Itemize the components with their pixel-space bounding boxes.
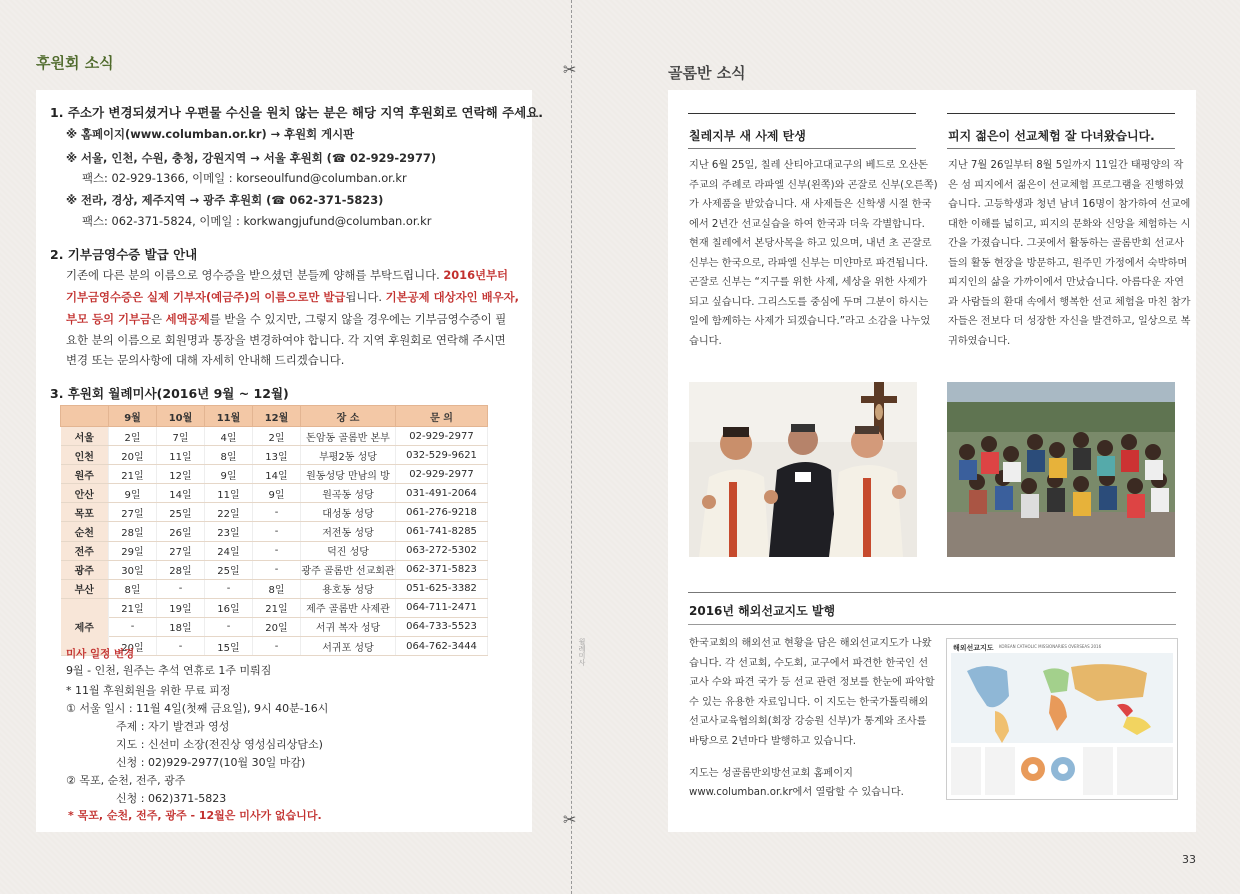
item2-title: 2. 기부금영수증 발급 안내: [50, 247, 198, 262]
table-cell: 21일: [109, 465, 157, 484]
table-cell: 30일: [109, 560, 157, 579]
table-row: [61, 598, 488, 617]
article3-title: 2016년 해외선교지도 발행: [689, 604, 836, 618]
table-cell: 063-272-5302: [396, 541, 488, 560]
item2-line2: 기부금영수증은 실제 기부자(예금주)의 이름으로만 발급됩니다. 기본공제 대상자인 배우자,: [66, 290, 519, 304]
table-cell: 28일: [109, 522, 157, 541]
table-cell: -: [253, 522, 301, 541]
table-region-cell: 순천: [61, 522, 109, 541]
note-line-1: 9월 - 인천, 원주는 추석 연휴로 1주 미뤄짐: [66, 664, 272, 677]
table-cell: 부평2동 성당: [301, 446, 396, 465]
table-cell: 27일: [157, 541, 205, 560]
table-cell: 064-762-3444: [396, 637, 488, 656]
map-title: 해외선교지도: [953, 644, 994, 652]
article-rule: [688, 592, 1176, 593]
table-region-cell: 제주: [61, 598, 109, 655]
article-line: 바탕으로 2년마다 발행하고 있습니다.: [689, 735, 857, 747]
table-cell: -: [109, 617, 157, 636]
article-rule: [688, 113, 916, 114]
article-line: 신부는 한국으로, 라파엘 신부는 미얀마로 파견됩니다.: [689, 257, 929, 269]
table-cell: 서귀포 성당: [301, 637, 396, 656]
table-cell: 15일: [205, 637, 253, 656]
table-cell: -: [253, 560, 301, 579]
article-line: 지난 7월 26일부터 8월 5일까지 11일간 태평양의 작: [948, 160, 1184, 171]
table-cell: 21일: [109, 598, 157, 617]
article-line: 간을 가졌습니다. 그곳에서 활동하는 골롬반회 선교사: [948, 238, 1184, 249]
table-cell: 25일: [205, 560, 253, 579]
table-row: [61, 579, 488, 598]
table-region-cell: 인천: [61, 446, 109, 465]
table-cell: 25일: [157, 503, 205, 522]
item2-line5: 변경 또는 문의사항에 대해 자세히 안내해 드리겠습니다.: [66, 353, 345, 367]
table-region-cell: 서울: [61, 427, 109, 446]
table-cell: 032-529-9621: [396, 446, 488, 465]
table-cell: 7일: [157, 427, 205, 446]
table-cell: -: [253, 541, 301, 560]
note-line-4: 주제 : 자기 발견과 영성: [116, 720, 230, 733]
table-row: [61, 465, 488, 484]
table-cell: 24일: [205, 541, 253, 560]
article-line: 주교의 주례로 라파엘 신부(왼쪽)와 곤잘로 신부(오른쪽): [689, 179, 938, 191]
table-cell: 02-929-2977: [396, 465, 488, 484]
table-cell: 8일: [109, 579, 157, 598]
table-cell: 13일: [253, 446, 301, 465]
article-line: 한국교회의 해외선교 현황을 담은 해외선교지도가 나왔: [689, 638, 932, 649]
table-cell: 061-741-8285: [396, 522, 488, 541]
article1-body: [689, 156, 938, 351]
note-line-3: ① 서울 일시 : 11월 4일(첫째 금요일), 9시 40분-16시: [66, 702, 329, 715]
table-row: [61, 427, 488, 446]
table-cell: 광주 골롬반 선교회관: [301, 560, 396, 579]
table-cell: 덕진 성당: [301, 541, 396, 560]
table-cell: -: [205, 617, 253, 636]
table-cell: -: [205, 579, 253, 598]
item1-line3: 팩스: 02-929-1366, 이메일 : korseoulfund@columban.or.kr: [82, 171, 407, 185]
spine-label: 월례미사: [578, 638, 586, 666]
table-cell: 061-276-9218: [396, 503, 488, 522]
table-row: [61, 446, 488, 465]
table-cell: 11일: [205, 484, 253, 503]
table-cell: -: [253, 637, 301, 656]
right-section-title: 골롬반 소식: [668, 64, 746, 82]
table-cell: 29일: [109, 541, 157, 560]
table-row: [61, 522, 488, 541]
item1-title: 1. 주소가 변경되셨거나 우편물 수신을 원치 않는 분은 해당 지역 후원회로 연락해 주세요.: [50, 105, 544, 120]
table-region-cell: 목포: [61, 503, 109, 522]
note-line-7: ② 목포, 순천, 전주, 광주: [66, 774, 186, 787]
table-cell: 16일: [205, 598, 253, 617]
table-row: [61, 541, 488, 560]
article-line: 습니다. 고등학생과 청년 남녀 16명이 참가하여 선교에: [948, 199, 1191, 210]
article-line: 습니다.: [689, 335, 722, 347]
article2-title: 피지 젊은이 선교체험 잘 다녀왔습니다.: [948, 129, 1155, 143]
table-cell: 8일: [205, 446, 253, 465]
table-cell: 14일: [157, 484, 205, 503]
table-cell: 대성동 성당: [301, 503, 396, 522]
table-cell: 11일: [157, 446, 205, 465]
table-cell: 2일: [109, 427, 157, 446]
article-line: 과 사람들의 환대 속에서 행복한 선교 체험을 마친 참가: [948, 296, 1191, 308]
table-header-cell: 문 의: [396, 406, 488, 427]
article-line: 가 사제품을 받았습니다. 새 사제들은 신학생 시절 한국: [689, 199, 932, 210]
article3-body: [689, 634, 935, 751]
article-rule: [947, 113, 1175, 114]
table-cell: 9일: [205, 465, 253, 484]
table-cell: 20일: [253, 617, 301, 636]
article-line: 곤잘로 신부는 “지구를 위한 사제, 세상을 위한 사제가: [689, 277, 927, 288]
table-header-cell: 장 소: [301, 406, 396, 427]
article-line: 일에 함께하는 사제가 되겠습니다.”라고 소감을 나누었: [689, 316, 931, 327]
item2-line4: 요한 분의 이름으로 회원명과 통장을 변경하여야 합니다. 각 지역 후원회로 연락해 주시면: [66, 333, 506, 347]
table-row: [61, 560, 488, 579]
article-line: 되고 싶습니다. 그리스도를 중심에 두며 그분이 하시는: [689, 296, 929, 308]
item2-line1: 기존에 다른 분의 이름으로 영수증을 받으셨던 분들께 양해를 부탁드립니다. 2016년부터: [66, 268, 509, 282]
table-row: [61, 484, 488, 503]
article-line: 들의 활동 현장을 방문하고, 원주민 가정에서 숙박하며: [948, 257, 1188, 269]
table-row: [61, 503, 488, 522]
mass-schedule-table: [60, 405, 488, 656]
table-region-cell: 안산: [61, 484, 109, 503]
table-cell: 용호동 성당: [301, 579, 396, 598]
item1-line5: 팩스: 062-371-5824, 이메일 : korkwangjufund@columban.or.kr: [82, 214, 432, 228]
article-rule: [688, 148, 916, 149]
table-region-cell: 원주: [61, 465, 109, 484]
table-cell: 14일: [253, 465, 301, 484]
note-line-6: 신청 : 02)929-2977(10월 30일 마감): [116, 756, 306, 769]
article-rule: [947, 148, 1175, 149]
article-rule: [688, 624, 1176, 625]
table-cell: 19일: [157, 598, 205, 617]
item1-line4: ※ 전라, 경상, 제주지역 → 광주 후원회 (☎ 062-371-5823): [66, 193, 384, 207]
article3-tail2: www.columban.or.kr에서 열람할 수 있습니다.: [689, 787, 904, 798]
table-cell: 20일: [109, 637, 157, 656]
mission-map-thumbnail: [946, 638, 1178, 800]
note-line-8: 신청 : 062)371-5823: [116, 792, 227, 805]
table-cell: 28일: [157, 560, 205, 579]
table-cell: -: [253, 503, 301, 522]
table-header-cell: [61, 406, 109, 427]
item1-line1: ※ 홈페이지(www.columban.or.kr) → 후원회 게시판: [66, 127, 355, 141]
table-cell: 062-371-5823: [396, 560, 488, 579]
schedule-change-title: 미사 일정 변경: [66, 648, 135, 660]
map-subtitle: KOREAN CATHOLIC MISSIONARIES OVERSEAS 2016: [999, 644, 1102, 649]
left-section-title: 후원회 소식: [36, 54, 114, 72]
table-cell: 9일: [253, 484, 301, 503]
note-line-2: * 11월 후원회원을 위한 무료 피정: [66, 684, 231, 697]
table-cell: 23일: [205, 522, 253, 541]
table-cell: 저전동 성당: [301, 522, 396, 541]
table-cell: 20일: [109, 446, 157, 465]
item2-line3: 부모 등의 기부금은 세액공제를 받을 수 있지만, 그렇지 않을 경우에는 기부금영수증이 필: [66, 312, 507, 326]
table-cell: 21일: [253, 598, 301, 617]
note-line-5: 지도 : 신선미 소장(전진상 영성심리상담소): [116, 738, 323, 751]
scissors-icon: ✂: [563, 60, 577, 79]
article-line: 에서 2년간 선교실습을 하여 한국과 더욱 각별합니다.: [689, 218, 925, 230]
article-line: 교사 수와 파견 국가 등 선교 관련 정보를 한눈에 파악할: [689, 677, 935, 688]
note-line-9: * 목포, 순천, 전주, 광주 - 12월은 미사가 없습니다.: [68, 809, 322, 822]
fiji-group-photo: [947, 382, 1175, 557]
item3-title: 3. 후원회 월례미사(2016년 9월 ~ 12월): [50, 386, 289, 401]
cut-line: [571, 0, 572, 894]
article-line: 수 있는 유용한 자료입니다. 이 지도는 한국가톨릭해외: [689, 696, 929, 708]
table-region-cell: 광주: [61, 560, 109, 579]
table-cell: 02-929-2977: [396, 427, 488, 446]
ordination-photo: [689, 382, 917, 557]
scissors-icon: ✂: [563, 810, 577, 829]
table-cell: 26일: [157, 522, 205, 541]
table-header-row: [61, 406, 488, 427]
table-cell: 원곡동 성당: [301, 484, 396, 503]
table-cell: 064-733-5523: [396, 617, 488, 636]
article-line: 대한 이해를 넓히고, 피지의 문화와 신앙을 체험하는 시: [948, 218, 1191, 230]
article-line: 귀하였습니다.: [948, 335, 1011, 347]
page-number: 33: [1182, 853, 1196, 866]
article-line: 선교사교육협의회(회장 강승원 신부)가 통계와 조사를: [689, 716, 927, 727]
table-header-cell: 10월: [157, 406, 205, 427]
table-cell: 051-625-3382: [396, 579, 488, 598]
table-region-cell: 부산: [61, 579, 109, 598]
table-cell: -: [157, 579, 205, 598]
table-cell: 27일: [109, 503, 157, 522]
table-cell: 064-711-2471: [396, 598, 488, 617]
table-cell: 4일: [205, 427, 253, 446]
table-cell: 제주 골롬반 사제관: [301, 598, 396, 617]
article1-title: 칠레지부 새 사제 탄생: [689, 129, 806, 143]
table-cell: 서귀 복자 성당: [301, 617, 396, 636]
table-cell: 9일: [109, 484, 157, 503]
table-cell: 18일: [157, 617, 205, 636]
table-cell: 돈암동 골롬반 본부: [301, 427, 396, 446]
article-line: 피지인의 삶을 가까이에서 만났습니다. 아름다운 자연: [948, 277, 1184, 288]
table-cell: 12일: [157, 465, 205, 484]
table-header-cell: 11월: [205, 406, 253, 427]
table-cell: 22일: [205, 503, 253, 522]
table-header-cell: 9월: [109, 406, 157, 427]
table-region-cell: 전주: [61, 541, 109, 560]
table-cell: 8일: [253, 579, 301, 598]
article-line: 자들은 전보다 더 성장한 자신을 발견하고, 일상으로 복: [948, 316, 1191, 327]
table-header-cell: 12월: [253, 406, 301, 427]
article3-tail1: 지도는 성골롬반외방선교회 홈페이지: [689, 768, 853, 779]
article-line: 은 섬 피지에서 젊은이 선교체험 프로그램을 진행하였: [948, 179, 1184, 191]
table-cell: 031-491-2064: [396, 484, 488, 503]
article-line: 습니다. 각 선교회, 수도회, 교구에서 파견한 한국인 선: [689, 657, 929, 669]
table-cell: -: [157, 637, 205, 656]
article-line: 현재 칠레에서 본당사목을 하고 있으며, 내년 초 곤잘로: [689, 238, 932, 249]
article-line: 지난 6월 25일, 칠레 산티아고대교구의 베드로 오산돈: [689, 160, 928, 171]
article2-body: [948, 156, 1191, 351]
table-cell: 2일: [253, 427, 301, 446]
table-row: [61, 617, 488, 636]
item1-line2: ※ 서울, 인천, 수원, 충청, 강원지역 → 서울 후원회 (☎ 02-929-2977): [66, 151, 437, 165]
table-cell: 원동성당 만남의 방: [301, 465, 396, 484]
